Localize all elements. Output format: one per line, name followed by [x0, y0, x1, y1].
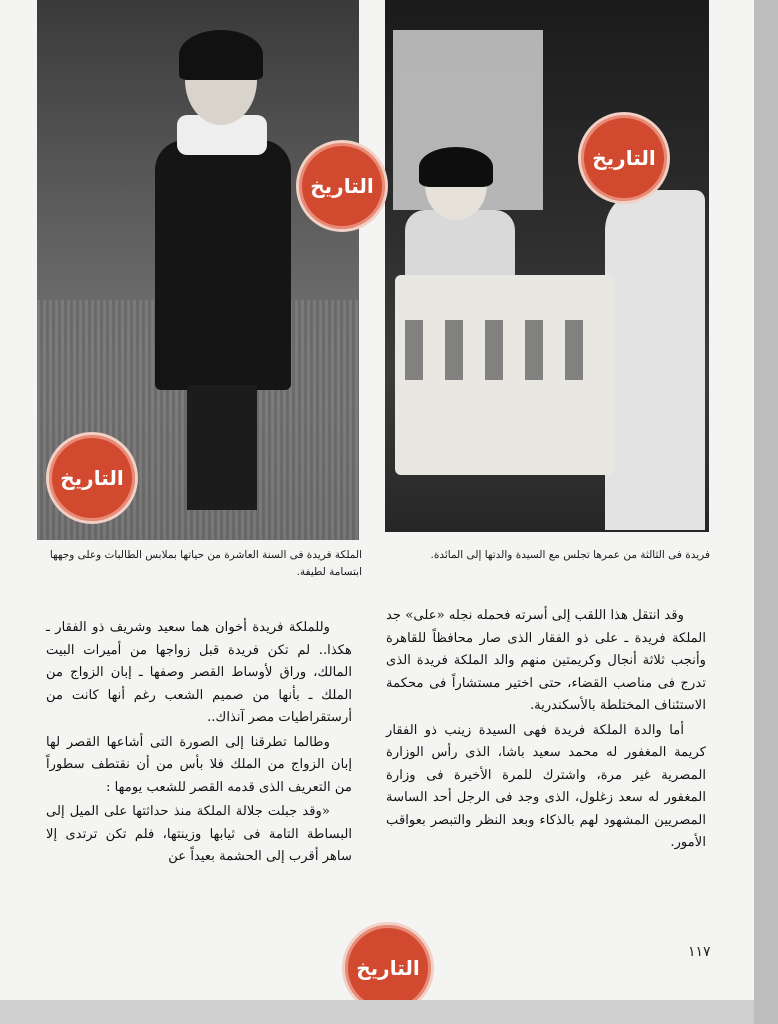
girl-hair [179, 30, 263, 80]
child-figure [405, 210, 515, 280]
page-bottom-margin [0, 1000, 754, 1024]
paragraph: وقد انتقل هذا اللقب إلى أسرته فحمله نجله «على» جد الملكة فريدة ـ على ذو الفقار الذى صار محافظاً للقاهرة وأنجب ثلاثة أنجال وكريمتين منهم والد الملكة فريدة الذى تدرج فى مناصب القضاء، حتى اختير مستشاراً فى محكمة الاستئناف المختلطة بالأسكندرية. [386, 608, 706, 713]
paragraph: أما والدة الملكة فريدة فهى السيدة زينب ذو الفقار كريمة المغفور له محمد سعيد باشا، الذى رأس الوزارة المصرية غير مرة، واشترك للمرة الأخيرة فى وزارة المغفور له سعد زغلول، الذى وجد فى الرجل أحد الساسة المصريين المشهود لهم بالذكاء وبعد النظر والتبصر بعواقب الأمور. [386, 722, 706, 850]
page-edge-shadow [754, 0, 778, 1024]
paragraph: «وقد جبلت جلالة الملكة منذ حداثتها على الميل إلى البساطة التامة فى ثيابها وزينتها، فلم تكن ترتدى إلا ساهر أقرب إلى الحشمة بعيداً عن [46, 804, 352, 864]
child-hair [419, 147, 493, 187]
paragraph: وللملكة فريدة أخوان هما سعيد وشريف ذو الفقار ـ هكذا.. لم تكن فريدة قبل زواجها من أميرات البيت المالك، وراق لأوساط القصر وصفها ـ إبان الزواج من الملك ـ بأنها من صميم الشعب رغم أنها كانت من أرستقراطيات مصر آنذاك.. [46, 620, 352, 725]
page-number: ١١٧ [688, 944, 711, 960]
photo-child-at-table [385, 0, 709, 532]
girl-figure [155, 140, 291, 390]
table-pattern [405, 320, 605, 380]
girl-legs [187, 385, 257, 510]
watermark-logo-icon: التاريخ [342, 922, 434, 1014]
text-column-left [46, 617, 352, 871]
photo-caption-left: الملكة فريدة فى السنة العاشرة من حياتها بملابس الطالبات وعلى وجهها ابتسامة لطيفة. [49, 549, 362, 578]
text-column-right [386, 605, 706, 857]
watermark-logo-icon: التاريخ [46, 432, 138, 524]
mother-figure [605, 190, 705, 530]
watermark-logo-icon: التاريخ [578, 112, 670, 204]
watermark-logo-icon: التاريخ [296, 140, 388, 232]
photo-caption-right: فريدة فى الثالثة من عمرها تجلس مع السيدة والدتها إلى المائدة. [430, 549, 710, 561]
paragraph: وطالما تطرقنا إلى الصورة التى أشاعها القصر لها إبان الزواج من الملك فلا بأس من أن نقتطف سطوراً من التعريف الذى قدمه القصر للشعب يومها : [46, 734, 352, 795]
